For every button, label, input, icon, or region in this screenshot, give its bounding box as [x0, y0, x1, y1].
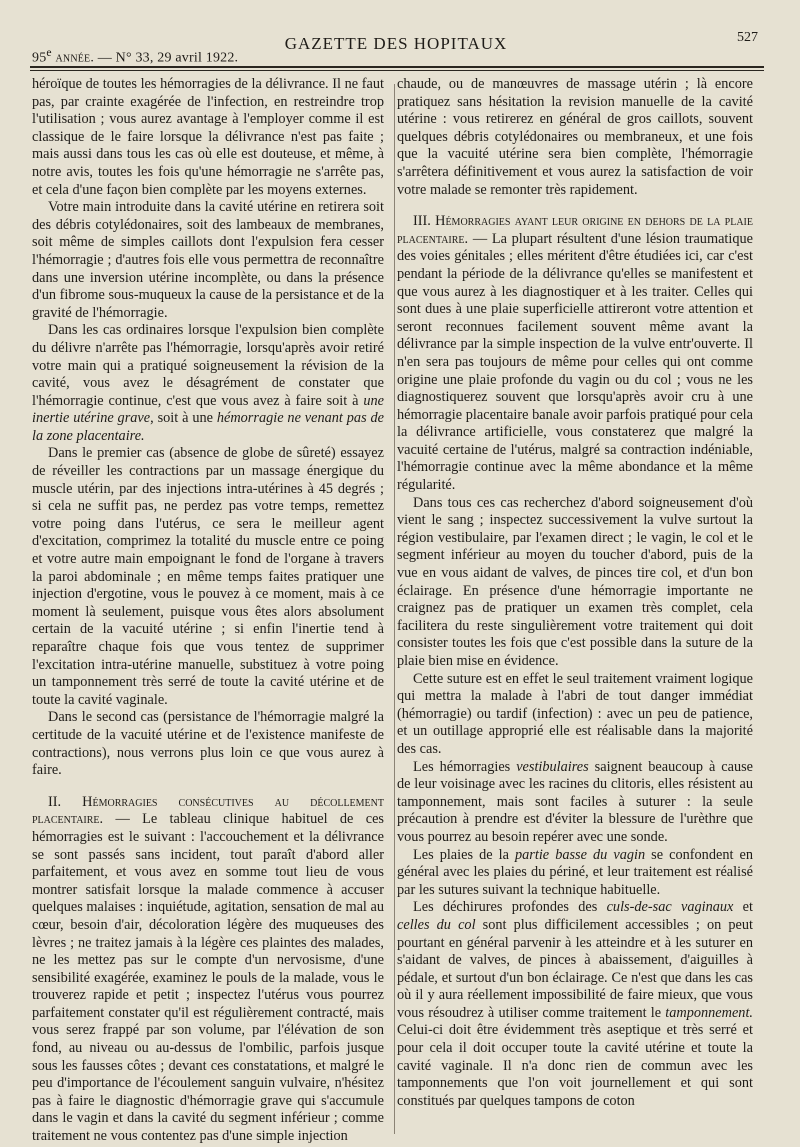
section-heading: Hémorragies ayant leur origine en dehors de la plaie placentaire. [397, 213, 753, 247]
column-divider [394, 84, 395, 1134]
header-rule-thin [30, 70, 764, 71]
section-iii: III. Hémorragies ayant leur origine en dehors de la plaie placentaire. — La plupart résultent d'une lésion traumatique des voies génitales ; elles méritent d'être étudiées ici, car c'est pendant la période de la délivrance qu'elles se manifestent et que vous aurez à les diagnostiquer et à les traiter. Celles qui sont dues à une plaie superficielle attireront votre attention et seront reconnues facilement souvent même avant la délivrance par la simple inspection de la vulve entr'ouverte. Il n'en sera pas toujours de même pour celles qui ont comme origine une plaie profonde du vagin ou du col ; vous ne les diagnostiquerez souvent que lorsqu'après avoir cru à une hémorragie placentaire banale avoir parfois pratiqué pour cela la délivrance artificielle, vous constaterez que malgré la vacuité certaine de l'utérus, malgré sa contraction indéniable, l'hémorragie continue avec la même abondance et la même régularité. [397, 213, 753, 494]
right-column [397, 76, 753, 1110]
page-number: 527 [737, 30, 758, 45]
paragraph: Les déchirures profondes des culs-de-sac vaginaux et celles du col sont plus difficilement accessibles ; on peut pourtant en général parvenir à les atteindre et à les suturer en s'aidant de valves, de pinces à abaissement, d'aiguilles à pédale, et surtout d'un bon éclairage. Ce n'est que dans les cas où il y aura réellement impossibilité de faire mieux, que vous vous résoudrez à utiliser comme traitement le tamponnement. Celui-ci doit être évidemment très aseptique et très serré et pour cela il doit occuper toute la cavité utérine et toute la cavité vaginale. Il n'a donc rien de commun avec les tamponnements que l'on voit journellement et qui sont constitués par quelques tampons de coton [397, 899, 753, 1109]
paragraph: Les hémorragies vestibulaires saignent beaucoup à cause de leur voisinage avec les racines du clitoris, elles résistent au tamponnement, mais sont faciles à suturer : la seule précaution à prendre est d'éviter la blessure de l'urèthre que vous pourrez au besoin repérer avec une sonde. [397, 758, 753, 845]
paragraph: Dans tous ces cas recherchez d'abord soigneusement d'où vient le sang ; inspectez successivement la vulve surtout la région vestibulaire, par l'examen direct ; le vagin, le col et le segment inférieur au moyen du toucher d'abord, puis de la vue en vous aidant de valves, de pinces tire col, et d'un bon éclairage. En présence d'une hémorragie importante ne craignez pas de pratiquer un examen très complet, cela facilitera du reste singulièrement votre traitement qui doit consister toutes les fois que c'est possible dans la suture de la plaie bien mise en évidence. [397, 494, 753, 669]
left-column [32, 76, 384, 1146]
paragraph: Dans les cas ordinaires lorsque l'expulsion bien complète du délivre n'arrête pas l'hémorragie, lorsqu'après avoir retiré votre main qui a pratiqué soigneusement la révision de la cavité, vous avez le désagrément de constater que l'hémorragie continue, c'est que vous avez à faire soit à une inertie utérine grave, soit à une hémorragie ne venant pas de la zone placentaire. [32, 322, 384, 444]
paragraph: Cette suture est en effet le seul traitement vraiment logique qui mettra la malade à l'abri de tout danger immédiat (hémorragie) ou tardif (infection) : avec un peu de patience, et un outillage approprié elle est réalisable dans la majorité des cas. [397, 670, 753, 757]
section-ii: II. Hémorragies consécutives au décollement placentaire. — Le tableau clinique habituel de ces hémorragies est le suivant : l'accouchement et la délivrance se sont passés sans incident, tout paraît d'abord aller parfaitement, et vous avez en somme tout lieu de vous montrer satisfait lorsque la malade commence à accuser quelques malaises : inquiétude, agitation, sensation de mal au cœur, besoin d'air, décoloration légère des muqueuses des lèvres ; ne traitez jamais à la légère ces plaintes des malades, ne les mettez pas sur le compte d'un nervosisme, d'une sensibilité exagérée, examinez le pouls de la malade, vous le trouverez rapide et petit ; inspectez l'utérus vous pourrez parfaitement constater qu'il est régulièrement contracté, mais vous serez frappé par son volume, par l'élévation de son fond, au niveau ou au-dessus de l'ombilic, parfois jusque sous les fausses côtes ; devant ces constatations, et malgré le peu d'importance de l'écoulement sanguin vulvaire, n'hésitez pas à faire le diagnostic d'hémorragie grave qui s'accumule dans le vagin et dans la cavité du segment inférieur ; comme traitement ne vous contentez pas d'une simple injection [32, 793, 384, 1145]
page-header [30, 30, 762, 66]
paragraph: héroïque de toutes les hémorragies de la délivrance. Il ne faut pas, par crainte exagérée de l'infection, en restreindre trop l'utilisation ; vous aurez avantage à l'employer comme il est classique de le faire lorsque la délivrance n'est pas faite ; mais aussi dans tous les cas où elle est douteuse, et même, à notre avis, toutes les fois qu'une hémorragie ne s'arrête pas, et cela d'une façon bien complète par les moyens externes. [32, 76, 384, 198]
issue-info: 95e année. — N° 33, 29 avril 1922. [32, 46, 239, 66]
journal-title: GAZETTE DES HOPITAUX [284, 34, 508, 53]
paragraph: Votre main introduite dans la cavité utérine en retirera soit des débris cotylédonaires, soit des lambeaux de membranes, soit même de simples caillots dont l'expulsion fera cesser l'hémorragie ; d'autres fois elle vous permettra de reconnaître dans une inversion utérine incomplète, ou dans la présence d'un fibrome sous-muqueux la cause de la persistance et de la gravité de l'hémorragie. [32, 199, 384, 321]
section-heading: Hémorragies consécutives au décollement placentaire. [32, 793, 384, 828]
paragraph: Dans le second cas (persistance de l'hémorragie malgré la certitude de la vacuité utérine et de l'existence manifeste de contractions), nous verrons plus loin ce que vous aurez à faire. [32, 709, 384, 779]
paragraph: Les plaies de la partie basse du vagin se confondent en général avec les plaies du périné, et leur traitement est réalisé par les sutures suivant la technique habituelle. [397, 846, 753, 898]
paragraph: Dans le premier cas (absence de globe de sûreté) essayez de réveiller les contractions par un massage énergique du muscle utérin, par des injections intra-utérines à 45 degrés ; si cela ne suffit pas, ne perdez pas votre temps, remettez votre poing dans l'utérus, ce sera le meilleur agent d'excitation, comprimez la totalité du muscle entre ce poing et votre autre main empoignant le fond de l'organe à travers la paroi abdominale ; en même temps faites pratiquer une injection d'ergotine, vous le pouvez à ce moment, mais à ce moment là seulement, puisque vous êtes alors absolument certain de la vacuité utérine ; si enfin l'inertie tend à reparaître chaque fois que vous tentez de supprimer l'excitation intra-utérine manuelle, substituez à votre poing un tamponnement très serré de toute la cavité utérine et de toute la cavité vaginale. [32, 445, 384, 708]
paragraph: chaude, ou de manœuvres de massage utérin ; là encore pratiquez sans hésitation la revision manuelle de la cavité utérine : vous retirerez en général de gros caillots, souvent quelques débris cotylédonaires ou membraneux, et une fois que la vacuité utérine sera bien complète, l'hémorragie s'arrêtera définitivement et vous aurez la satisfaction de voir votre malade se remonter très rapidement. [397, 76, 753, 198]
header-rule-thick [30, 66, 764, 68]
